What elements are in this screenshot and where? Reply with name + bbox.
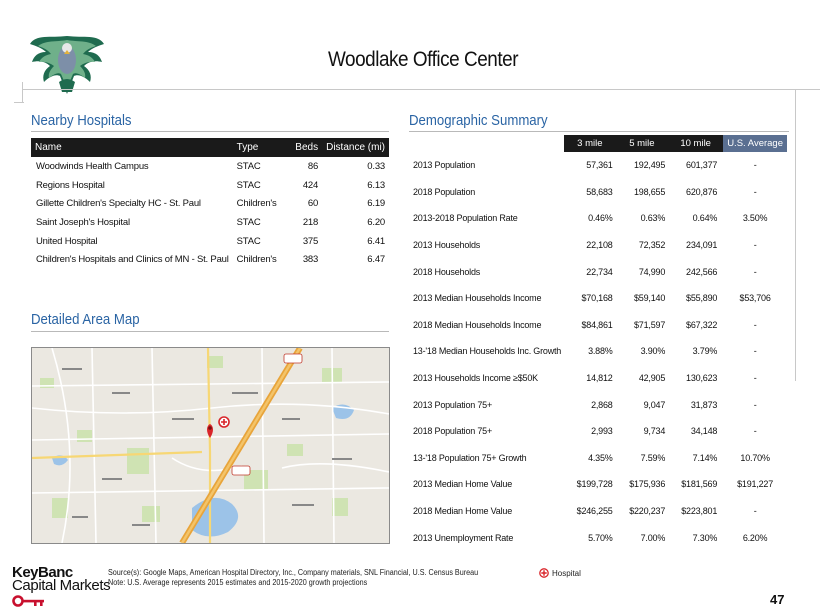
value-5-mile: 74,990 <box>638 266 666 277</box>
header-divider <box>22 89 820 90</box>
table-row <box>409 365 787 392</box>
map-graphic <box>32 348 389 543</box>
value-us-average: 6.20% <box>742 532 768 543</box>
value-5-mile: $220,237 <box>629 506 666 517</box>
table-row <box>31 232 389 251</box>
metric-label: 2013-2018 Population Rate <box>413 213 518 224</box>
value-3-mile: 22,108 <box>586 240 613 251</box>
table-row <box>31 213 389 232</box>
source-note: Source(s): Google Maps, American Hospital Directory, Inc., Company materials, SNL Financial, U.S. Census Bureau <box>108 568 479 577</box>
value-10-mile: 3.79% <box>692 346 718 357</box>
value-3-mile: $84,861 <box>581 319 613 330</box>
column-header-beds: Beds <box>285 138 323 157</box>
value-5-mile: 72,352 <box>638 240 666 251</box>
section-underline <box>31 331 389 332</box>
value-us-average: - <box>753 240 757 251</box>
hospital-name: Saint Joseph's Hospital <box>36 216 130 228</box>
value-3-mile: 2,993 <box>591 426 613 437</box>
brand-subtitle: Capital Markets <box>12 577 111 594</box>
hospital-cross-icon <box>539 568 549 578</box>
table-row <box>409 232 787 259</box>
hospital-type: STAC <box>236 216 261 228</box>
column-header-3-mile: 3 mile <box>564 135 615 152</box>
hospital-type: STAC <box>236 235 261 247</box>
table-header-row <box>31 138 389 157</box>
table-row <box>31 157 389 176</box>
hospital-name: Children's Hospitals and Clinics of MN - St. Paul <box>36 254 229 266</box>
hospital-distance: 0.33 <box>367 160 385 172</box>
value-5-mile: 42,905 <box>638 373 666 384</box>
table-row <box>409 391 787 418</box>
column-header-us-average: U.S. Average <box>723 135 787 152</box>
hospital-name: Gillette Children's Specialty HC - St. Paul <box>36 198 201 210</box>
area-map[interactable] <box>31 347 390 544</box>
value-us-average: 10.70% <box>740 452 770 463</box>
section-underline <box>409 131 789 132</box>
hospitals-table <box>31 138 389 269</box>
table-row <box>409 418 787 445</box>
value-3-mile: 0.46% <box>588 213 613 224</box>
table-row <box>409 338 787 365</box>
table-row <box>409 312 787 339</box>
value-3-mile: 22,734 <box>586 266 613 277</box>
metric-label: 2018 Households <box>413 266 481 277</box>
value-5-mile: $71,597 <box>634 319 666 330</box>
value-10-mile: 0.64% <box>692 213 718 224</box>
value-5-mile: 9,047 <box>643 399 666 410</box>
value-3-mile: 14,812 <box>586 373 613 384</box>
value-10-mile: $55,890 <box>686 293 718 304</box>
table-row <box>409 152 787 179</box>
hospital-beds: 60 <box>307 198 319 210</box>
header-divider-tick <box>14 102 24 103</box>
column-header-5-mile: 5 mile <box>616 135 669 152</box>
value-5-mile: 7.59% <box>640 452 666 463</box>
column-header-name: Name <box>31 138 233 157</box>
table-row <box>409 498 787 525</box>
hospital-beds: 383 <box>302 254 319 266</box>
section-underline <box>31 131 389 132</box>
value-3-mile: 58,683 <box>586 186 613 197</box>
value-5-mile: 192,495 <box>634 160 666 171</box>
table-row <box>409 524 787 551</box>
value-10-mile: 130,623 <box>686 373 718 384</box>
metric-label: 13-'18 Population 75+ Growth <box>413 452 527 463</box>
value-10-mile: 242,566 <box>686 266 718 277</box>
table-row <box>409 205 787 232</box>
metric-label: 13-'18 Median Households Inc. Growth <box>413 346 562 357</box>
table-row <box>31 194 389 213</box>
header-divider-tick <box>22 82 23 102</box>
metric-label: 2018 Median Home Value <box>413 506 512 517</box>
hospital-type: Children's <box>236 254 277 266</box>
value-us-average: $191,227 <box>737 479 774 490</box>
metric-label: 2018 Population <box>413 186 476 197</box>
demographics-table <box>409 135 787 551</box>
value-5-mile: $175,936 <box>629 479 666 490</box>
hospital-beds: 424 <box>302 179 319 191</box>
value-10-mile: $67,322 <box>686 319 718 330</box>
hospital-distance: 6.20 <box>367 216 385 228</box>
table-row <box>409 285 787 312</box>
hospital-beds: 375 <box>302 235 319 247</box>
value-us-average: - <box>753 399 757 410</box>
value-3-mile: $70,168 <box>581 293 613 304</box>
value-5-mile: 0.63% <box>640 213 666 224</box>
hospital-name: Regions Hospital <box>36 179 105 191</box>
value-us-average: - <box>753 186 757 197</box>
table-header-row <box>409 135 787 152</box>
column-header-distance: Distance (mi) <box>322 138 389 157</box>
page-number: 47 <box>770 592 785 607</box>
footnote: Note: U.S. Average represents 2015 estimates and 2015-2020 growth projections <box>108 578 368 587</box>
value-5-mile: 9,734 <box>643 426 666 437</box>
value-5-mile: $59,140 <box>634 293 666 304</box>
table-row <box>409 179 787 206</box>
map-legend-label: Hospital <box>552 569 581 578</box>
value-3-mile: $199,728 <box>576 479 613 490</box>
value-10-mile: 31,873 <box>690 399 718 410</box>
value-3-mile: 57,361 <box>586 160 613 171</box>
value-us-average: - <box>753 266 757 277</box>
value-10-mile: 34,148 <box>690 426 718 437</box>
value-5-mile: 7.00% <box>640 532 666 543</box>
value-3-mile: 5.70% <box>588 532 613 543</box>
page-title: Woodlake Office Center <box>328 48 519 71</box>
hospital-distance: 6.19 <box>367 198 385 210</box>
hospital-type: STAC <box>236 179 261 191</box>
metric-label: 2013 Median Home Value <box>413 479 512 490</box>
value-3-mile: 4.35% <box>588 452 613 463</box>
metric-label: 2018 Median Households Income <box>413 319 542 330</box>
value-10-mile: 7.30% <box>692 532 718 543</box>
metric-label: 2013 Population 75+ <box>413 399 493 410</box>
column-header-10-mile: 10 mile <box>668 135 723 152</box>
value-5-mile: 3.90% <box>640 346 666 357</box>
value-us-average: 3.50% <box>742 213 768 224</box>
metric-label: 2018 Population 75+ <box>413 426 493 437</box>
hospital-beds: 86 <box>307 160 319 172</box>
metric-label: 2013 Unemployment Rate <box>413 532 514 543</box>
table-row <box>409 471 787 498</box>
value-us-average: - <box>753 373 757 384</box>
column-header-type: Type <box>233 138 285 157</box>
table-row <box>31 176 389 195</box>
hospital-type: STAC <box>236 160 261 172</box>
value-us-average: $53,706 <box>739 293 771 304</box>
hospital-name: United Hospital <box>36 235 98 247</box>
value-10-mile: 234,091 <box>686 240 718 251</box>
table-row <box>409 445 787 472</box>
value-3-mile: 2,868 <box>591 399 613 410</box>
right-divider <box>795 89 796 381</box>
value-us-average: - <box>753 319 757 330</box>
hospital-distance: 6.47 <box>367 254 385 266</box>
value-3-mile: $246,255 <box>576 506 613 517</box>
hospital-distance: 6.41 <box>367 235 385 247</box>
hospital-type: Children's <box>236 198 277 210</box>
value-10-mile: $181,569 <box>681 479 718 490</box>
value-us-average: - <box>753 160 757 171</box>
nearby-hospitals-title: Nearby Hospitals <box>31 112 132 129</box>
key-icon <box>12 595 46 607</box>
table-row <box>409 258 787 285</box>
hospital-beds: 218 <box>302 216 319 228</box>
table-row <box>31 250 389 269</box>
value-us-average: - <box>753 426 757 437</box>
column-header-blank <box>409 135 564 152</box>
metric-label: 2013 Population <box>413 160 476 171</box>
value-3-mile: 3.88% <box>588 346 613 357</box>
metric-label: 2013 Households Income ≥$50K <box>413 373 538 384</box>
hospital-marker <box>219 417 229 427</box>
metric-label: 2013 Households <box>413 240 481 251</box>
hospital-distance: 6.13 <box>367 179 385 191</box>
value-10-mile: 7.14% <box>692 452 718 463</box>
value-us-average: - <box>753 506 757 517</box>
metric-label: 2013 Median Households Income <box>413 293 542 304</box>
area-map-title: Detailed Area Map <box>31 311 140 328</box>
demographic-summary-title: Demographic Summary <box>409 112 548 129</box>
hospital-name: Woodwinds Health Campus <box>36 160 149 172</box>
value-us-average: - <box>753 346 757 357</box>
brand-name: KeyBanc <box>12 564 73 581</box>
value-5-mile: 198,655 <box>634 186 666 197</box>
value-10-mile: 620,876 <box>686 186 718 197</box>
value-10-mile: $223,801 <box>681 506 718 517</box>
value-10-mile: 601,377 <box>686 160 718 171</box>
